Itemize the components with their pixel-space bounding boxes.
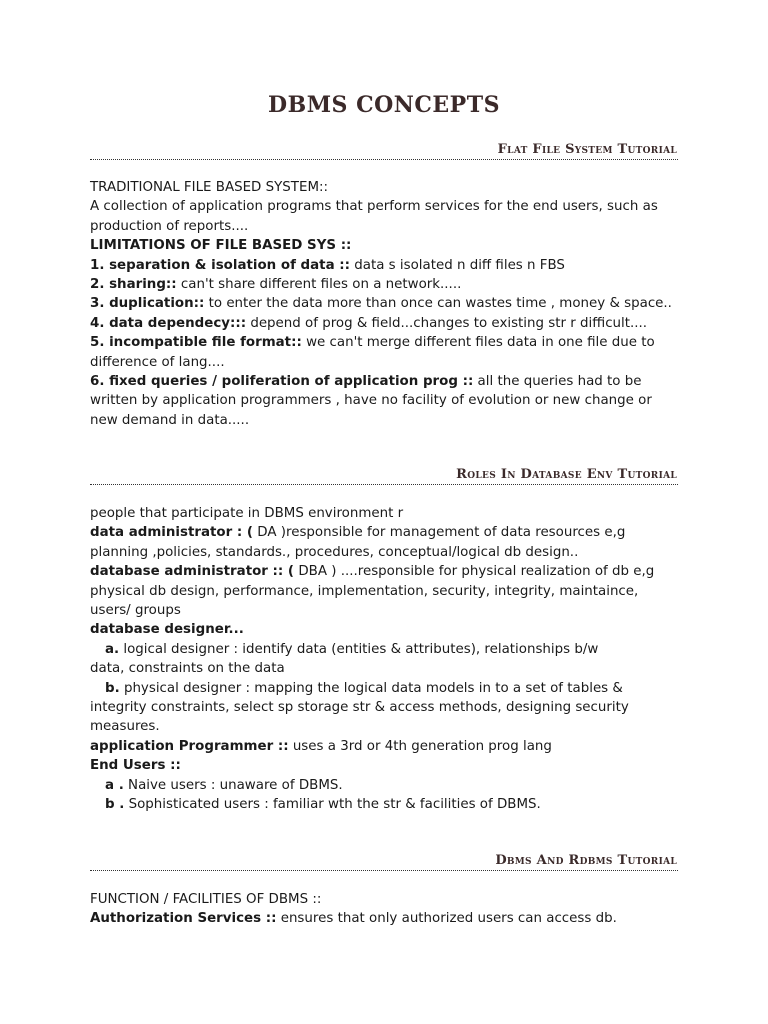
line-text: logical designer : identify data (entities & attributes), relationships b/w — [119, 641, 599, 657]
text-line — [90, 294, 730, 313]
line-text: Sophisticated users : familiar wth the str & facilities of DBMS. — [124, 797, 541, 813]
line-text: data s isolated n diff files n FBS — [350, 257, 565, 273]
line-label: a. — [105, 641, 120, 657]
text-line — [90, 562, 730, 581]
line-text: we can't merge different files data in one file due to — [301, 335, 655, 351]
text-line — [90, 679, 730, 698]
text-line — [90, 890, 730, 909]
document-title: DBMS CONCEPTS — [268, 92, 500, 118]
line-label: 4. data dependecy::: — [90, 315, 247, 331]
section-header-roles — [90, 462, 678, 485]
line-text: measures. — [90, 719, 160, 735]
line-text: difference of lang.... — [90, 354, 225, 370]
line-text: can't share different files on a network..... — [176, 277, 462, 293]
line-label: Authorization Services :: — [90, 911, 277, 927]
line-text: Naive users : unaware of DBMS. — [123, 777, 343, 793]
line-text: ensures that only authorized users can access db. — [276, 911, 617, 927]
line-text: people that participate in DBMS environment r — [90, 506, 404, 521]
section-header-dbms-rdbms — [90, 848, 678, 871]
line-text: physical designer : mapping the logical data models in to a set of tables & — [119, 680, 623, 696]
line-text: data, constraints on the data — [90, 661, 285, 677]
text-line — [90, 523, 730, 542]
text-line — [90, 909, 730, 928]
line-label: data administrator : ( — [90, 525, 254, 541]
line-label: b. — [105, 680, 120, 696]
text-line — [90, 543, 730, 562]
text-line — [90, 776, 730, 795]
line-label: 6. fixed queries / poliferation of application prog :: — [90, 374, 474, 390]
text-line — [90, 314, 730, 333]
line-label: 1. separation & isolation of data :: — [90, 257, 350, 273]
line-text: TRADITIONAL FILE BASED SYSTEM:: — [90, 180, 329, 195]
text-line — [90, 333, 730, 352]
text-line — [90, 717, 730, 736]
section-header-link[interactable]: Roles In Database Env Tutorial — [456, 467, 677, 482]
section-body-roles — [90, 504, 730, 815]
text-line — [90, 217, 730, 236]
line-text: to enter the data more than once can wastes time , money & space.. — [204, 296, 672, 312]
line-text: physical db design, performance, implementation, security, integrity, maintaince, — [90, 583, 639, 599]
text-line — [90, 236, 730, 255]
line-label: database designer... — [90, 622, 244, 638]
text-line — [90, 411, 730, 430]
section-header-flat-file — [90, 137, 678, 160]
line-label: 2. sharing:: — [90, 277, 177, 293]
line-text: A collection of application programs that perform services for the end users, such as — [90, 199, 658, 215]
line-label: End Users :: — [90, 758, 181, 774]
line-label: a . — [105, 777, 124, 793]
line-text: written by application programmers , have no facility of evolution or new change or — [90, 393, 652, 409]
text-line — [90, 178, 730, 197]
text-line — [90, 504, 730, 523]
line-text: all the queries had to be — [473, 374, 642, 390]
text-line — [90, 698, 730, 717]
text-line — [90, 795, 730, 814]
line-label: LIMITATIONS OF FILE BASED SYS :: — [90, 238, 352, 254]
text-line — [90, 582, 730, 601]
line-text: DA )responsible for management of data resources e,g — [253, 525, 626, 541]
text-line — [90, 372, 730, 391]
text-line — [90, 737, 730, 756]
line-label: application Programmer :: — [90, 738, 289, 754]
line-label: 5. incompatible file format:: — [90, 335, 302, 351]
line-text: FUNCTION / FACILITIES OF DBMS :: — [90, 892, 322, 907]
text-line — [90, 353, 730, 372]
line-label: 3. duplication:: — [90, 296, 205, 312]
line-text: planning ,policies, standards., procedures, conceptual/logical db design.. — [90, 544, 579, 560]
text-line — [90, 659, 730, 678]
text-line — [90, 391, 730, 410]
text-line — [90, 197, 730, 216]
line-label: database administrator :: ( — [90, 564, 295, 580]
line-text: integrity constraints, select sp storage str & access methods, designing security — [90, 700, 629, 716]
text-line — [90, 640, 730, 659]
section-body-flat-file — [90, 178, 730, 430]
line-text: DBA ) ....responsible for physical realization of db e,g — [294, 564, 655, 580]
section-header-link[interactable]: Dbms And Rdbms Tutorial — [495, 853, 677, 868]
text-line — [90, 620, 730, 639]
line-text: uses a 3rd or 4th generation prog lang — [288, 738, 552, 754]
line-text: depend of prog & field...changes to existing str r difficult.... — [246, 315, 648, 331]
text-line — [90, 601, 730, 620]
text-line — [90, 756, 730, 775]
line-text: users/ groups — [90, 603, 181, 619]
section-header-link[interactable]: Flat File System Tutorial — [497, 142, 677, 157]
line-text: new demand in data..... — [90, 412, 250, 428]
section-body-dbms-rdbms — [90, 890, 730, 929]
line-label: b . — [105, 797, 125, 813]
text-line — [90, 256, 730, 275]
line-text: production of reports.... — [90, 218, 249, 234]
text-line — [90, 275, 730, 294]
